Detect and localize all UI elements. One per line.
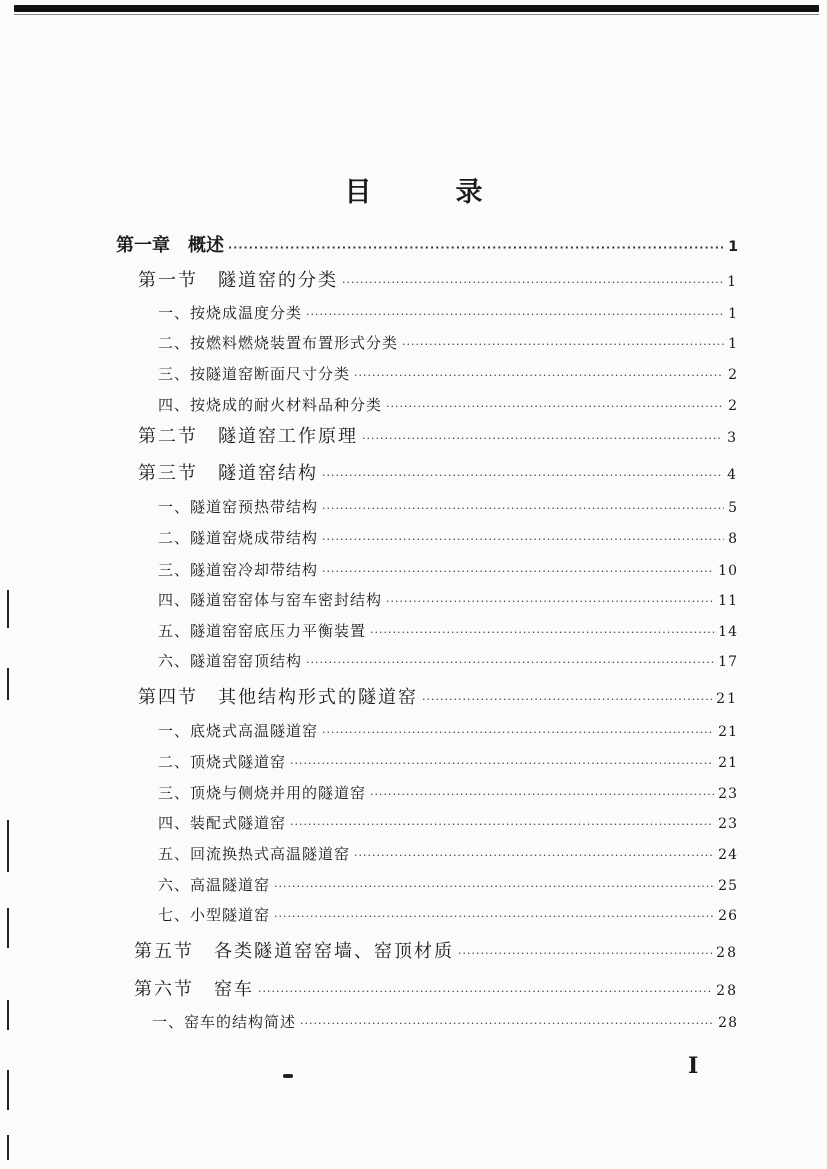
toc-label: 六、高温隧道窑 bbox=[158, 876, 271, 894]
toc-item bbox=[158, 392, 738, 418]
toc-label: 四、装配式隧道窑 bbox=[158, 814, 287, 832]
toc-page: 4 bbox=[727, 467, 738, 483]
toc-page: 14 bbox=[718, 624, 738, 640]
toc-label: 三、按隧道窑断面尺寸分类 bbox=[158, 365, 351, 383]
toc-item bbox=[158, 525, 738, 551]
toc-label: 第二节 隧道窑工作原理 bbox=[138, 426, 358, 447]
toc-page: 5 bbox=[728, 500, 738, 516]
toc-section bbox=[134, 939, 738, 965]
toc-leader bbox=[274, 904, 714, 930]
toc-leader bbox=[458, 941, 712, 967]
top-border-rule bbox=[14, 5, 819, 12]
toc-label: 一、按烧成温度分类 bbox=[158, 304, 303, 322]
toc-leader bbox=[258, 979, 712, 1005]
toc-page: 17 bbox=[718, 654, 738, 670]
toc-page: 28 bbox=[716, 945, 738, 961]
page-title bbox=[0, 170, 827, 209]
toc-label: 四、隧道窑窑体与窑车密封结构 bbox=[158, 591, 383, 609]
toc-page: 11 bbox=[718, 593, 738, 609]
toc-page: 25 bbox=[718, 878, 738, 894]
toc-page: 21 bbox=[716, 691, 738, 707]
toc-leader bbox=[402, 332, 724, 358]
toc-leader bbox=[306, 302, 724, 328]
toc-page: 10 bbox=[718, 563, 738, 579]
toc-item bbox=[158, 300, 738, 326]
toc-section bbox=[138, 424, 738, 450]
toc-item bbox=[158, 749, 738, 775]
toc-page: 1 bbox=[728, 336, 738, 352]
toc-label: 一、底烧式高温隧道窑 bbox=[158, 722, 319, 740]
toc-page: 23 bbox=[718, 786, 738, 802]
toc-leader bbox=[290, 751, 714, 777]
scan-mark bbox=[7, 1000, 9, 1030]
toc-label: 五、隧道窑窑底压力平衡装置 bbox=[158, 622, 367, 640]
toc-chapter bbox=[116, 233, 738, 259]
toc-label: 三、顶烧与侧烧并用的隧道窑 bbox=[158, 784, 367, 802]
toc-label: 三、隧道窑冷却带结构 bbox=[158, 561, 319, 579]
toc-item bbox=[158, 841, 738, 867]
toc-item bbox=[158, 494, 738, 520]
toc-page: 21 bbox=[718, 755, 738, 771]
toc-leader bbox=[228, 235, 724, 261]
toc-label: 六、隧道窑窑顶结构 bbox=[158, 652, 303, 670]
toc-leader bbox=[422, 687, 712, 713]
scan-mark bbox=[7, 1135, 9, 1160]
toc-leader bbox=[354, 363, 724, 389]
toc-leader bbox=[362, 426, 723, 452]
toc-item bbox=[158, 718, 738, 744]
toc-section bbox=[138, 268, 738, 294]
toc-page: 8 bbox=[728, 531, 738, 547]
toc-label: 四、按烧成的耐火材料品种分类 bbox=[158, 396, 383, 414]
toc-item bbox=[152, 1009, 738, 1035]
scan-mark bbox=[7, 668, 9, 700]
scan-mark bbox=[7, 820, 9, 872]
toc-leader bbox=[354, 843, 714, 869]
toc-item bbox=[158, 557, 738, 583]
toc-item bbox=[158, 330, 738, 356]
toc-page: 2 bbox=[728, 367, 738, 383]
toc-page: 28 bbox=[718, 1015, 738, 1031]
toc-item bbox=[158, 587, 738, 613]
ink-smudge bbox=[283, 1074, 293, 1078]
toc-leader bbox=[306, 650, 714, 676]
toc-label: 第四节 其他结构形式的隧道窑 bbox=[138, 687, 418, 708]
toc-leader bbox=[370, 620, 714, 646]
title-char-1: 目 bbox=[344, 177, 372, 208]
toc-page: 21 bbox=[718, 724, 738, 740]
scan-mark bbox=[7, 1070, 9, 1110]
toc-label: 一、窑车的结构简述 bbox=[152, 1013, 297, 1031]
toc-label: 第三节 隧道窑结构 bbox=[138, 463, 318, 484]
toc-label: 第五节 各类隧道窑窑墙、窑顶材质 bbox=[134, 941, 454, 962]
toc-item bbox=[158, 618, 738, 644]
toc-item bbox=[158, 361, 738, 387]
toc-leader bbox=[322, 720, 714, 746]
toc-leader bbox=[290, 812, 714, 838]
toc-leader bbox=[386, 394, 724, 420]
toc-label: 二、隧道窑烧成带结构 bbox=[158, 529, 319, 547]
toc-label: 二、顶烧式隧道窑 bbox=[158, 753, 287, 771]
toc-label: 第六节 窑车 bbox=[134, 979, 254, 1000]
toc-item bbox=[158, 810, 738, 836]
toc-leader bbox=[322, 463, 723, 489]
toc-page: 1 bbox=[728, 239, 738, 255]
toc-page: 26 bbox=[718, 908, 738, 924]
toc-leader bbox=[342, 270, 723, 296]
toc-label: 七、小型隧道窑 bbox=[158, 906, 271, 924]
toc-leader bbox=[300, 1011, 714, 1037]
toc-section bbox=[134, 977, 738, 1003]
toc-label: 一、隧道窑预热带结构 bbox=[158, 498, 319, 516]
toc-leader bbox=[386, 589, 714, 615]
toc-page: 1 bbox=[727, 274, 738, 290]
toc-page: 2 bbox=[728, 398, 738, 414]
toc-page: 23 bbox=[718, 816, 738, 832]
toc-label: 第一章 概述 bbox=[116, 235, 224, 256]
top-border-rule-thin bbox=[14, 14, 819, 15]
scan-mark bbox=[7, 908, 9, 948]
toc-label: 五、回流换热式高温隧道窑 bbox=[158, 845, 351, 863]
toc-item bbox=[158, 780, 738, 806]
toc-leader bbox=[274, 874, 714, 900]
toc-leader bbox=[322, 496, 724, 522]
toc-section bbox=[138, 685, 738, 711]
toc-page: 24 bbox=[718, 847, 738, 863]
toc-page: 1 bbox=[728, 306, 738, 322]
toc-section bbox=[138, 461, 738, 487]
toc-page: 3 bbox=[727, 430, 738, 446]
toc-item bbox=[158, 902, 738, 928]
toc-leader bbox=[322, 559, 714, 585]
toc-item bbox=[158, 648, 738, 674]
toc-item bbox=[158, 872, 738, 898]
toc-page: 28 bbox=[716, 983, 738, 999]
page-number: I bbox=[688, 1053, 699, 1079]
toc-leader bbox=[322, 527, 724, 553]
toc-label: 二、按燃料燃烧装置布置形式分类 bbox=[158, 334, 399, 352]
toc-leader bbox=[370, 782, 714, 808]
scan-mark bbox=[7, 590, 9, 628]
title-char-2: 录 bbox=[455, 177, 483, 208]
toc-label: 第一节 隧道窑的分类 bbox=[138, 270, 338, 291]
